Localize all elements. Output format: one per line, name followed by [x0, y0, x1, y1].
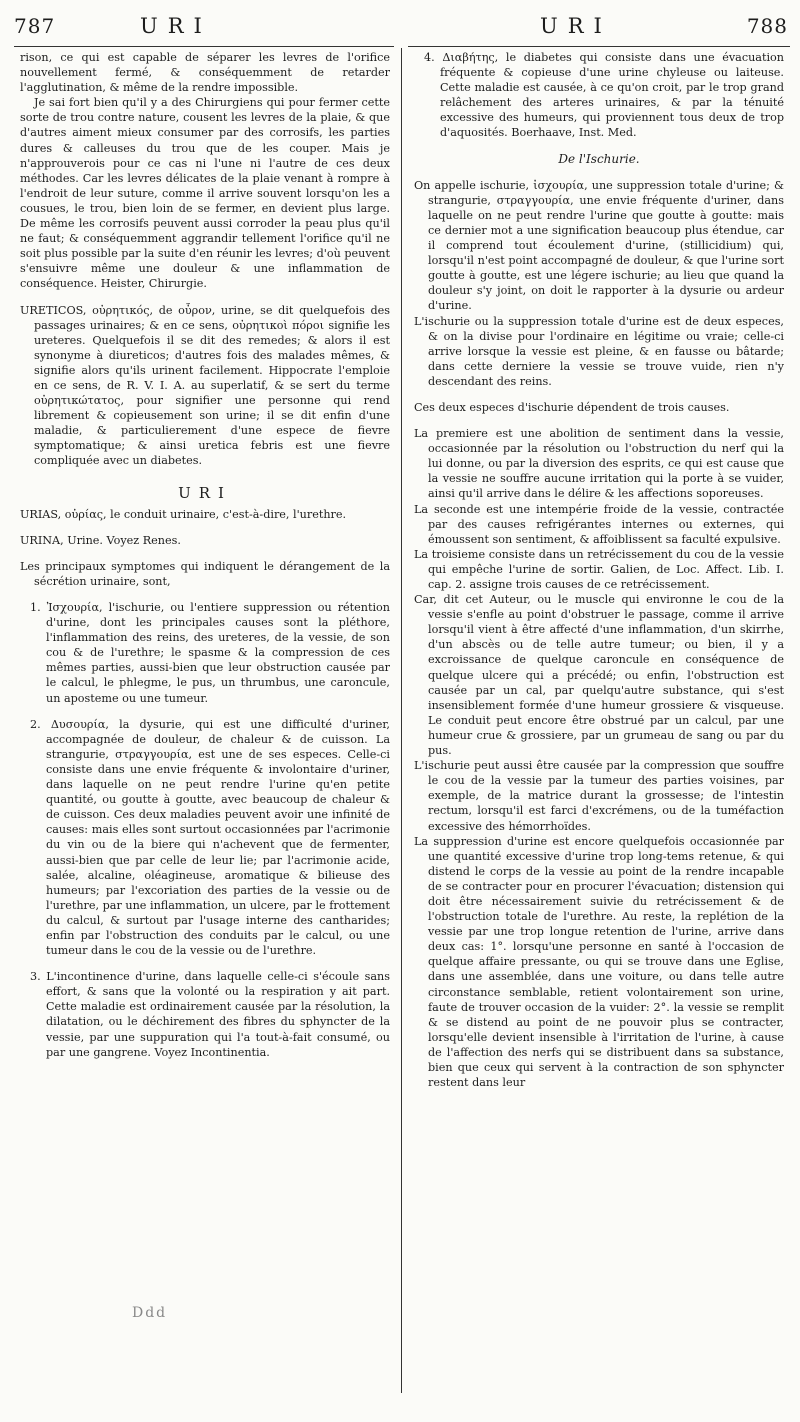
subsection-heading: De l'Ischurie. [558, 151, 640, 166]
paragraph: L'ischurie peut aussi être causée par la compression que souffre le cou de la vessie par la tumeur des parties voisines, par exemple, de la matrice durant la grossesse; de l'intestin rectum, lorsqu'il est farci d'excrémens, ou de la tuméfaction excessive des hémorrhoïdes. [414, 759, 784, 833]
left-column [20, 50, 390, 1060]
header-rule-right [408, 46, 790, 47]
dictionary-entry-urias: URIAS, οὐρίας, le conduit urinaire, c'est-à-dire, l'urethre. [20, 507, 347, 521]
running-head-right: URI [540, 14, 612, 38]
paragraph: rison, ce qui est capable de séparer les levres de l'orifice nouvellement fermé, & conséquemment de retarder l'agglutination, & même de la rendre impossible. [20, 51, 390, 95]
page-number-left: 787 [14, 14, 56, 38]
right-column [414, 50, 784, 1090]
list-item: 1. Ἰσχουρία, l'ischurie, ou l'entiere suppression ou rétention d'urine, dont les principales causes sont la pléthore, l'inflammation des reins, des ureteres, de la vessie, de son cou & de l'urethre; le spasme & la compression de ces mêmes parties, aussi-bien que leur obstruction causée par le calcul, le phlegme, le pus, un thrumbus, une caroncule, un aposteme ou une tumeur. [30, 601, 390, 705]
page-number-right: 788 [746, 14, 788, 38]
signature-mark: Ddd [132, 1305, 168, 1321]
section-heading-uri: URI [178, 483, 232, 502]
list-item: 2. Δυσουρία, la dysurie, qui est une difficulté d'uriner, accompagnée de douleur, de chaleur & de cuisson. La strangurie, στραγγουρία, est une de ses especes. Celle-ci consiste dans une envie fréquente & involontaire d'uriner, dans laquelle on ne peut rendre l'urine qu'en petite quantité, ou goutte à goutte, avec beaucoup de chaleur & de cuisson. Ces deux maladies peuvent avoir une infinité de causes: mais elles sont surtout occasionnées par l'acrimonie du vin ou de la biere qui n'achevent que de fermenter, aussi-bien que par celle de leur lie; par l'acrimonie acide, salée, alcaline, oléagineuse, aromatique & bilieuse des humeurs; par l'excoriation des parties de la vessie ou de l'urethre, par une inflammation, un ulcere, par le frottement du calcul, & surtout par l'usage interne des cantharides; enfin par l'obstruction des conduits par le calcul, ou une tumeur dans le cou de la vessie ou de l'urethre. [30, 717, 390, 958]
paragraph: On appelle ischurie, ἰσχουρία, une suppression totale d'urine; & strangurie, στραγγουρία, une envie fréquente d'uriner, dans laquelle on ne peut rendre l'urine que goutte à goutte: mais ce dernier mot a une signification beaucoup plus étendue, car il comprend tout écoulement d'urine, (stillicidium) qui, lorsqu'il n'est point accompagné de douleur, & que l'urine sort goutte à goutte, est une légere ischurie; au lieu que quand la douleur s'y joint, on doit le rapporter à la dysurie ou ardeur d'urine. [414, 178, 784, 313]
running-head-left: URI [140, 14, 212, 38]
paragraph: La premiere est une abolition de sentiment dans la vessie, occasionnée par la résolution ou l'obstruction du nerf qui la lui donne, ou par la diversion des esprits, ce qui est cause que la vessie ne souffre aucune irritation qui la porte à se vuider, ainsi qu'il arrive dans le délire & les affections soporeuses. [414, 427, 784, 501]
paragraph: La suppression d'urine est encore quelquefois occasionnée par une quantité excessive d'urine trop long-tems retenue, & qui distend le corps de la vessie au point de la rendre incapable de se contracter pour en procurer l'évacuation; distension qui doit être nécessairement suivie du retrécissement & de l'obstruction totale de l'urethre. Au reste, la replétion de la vessie par une trop longue retention de l'urine, arrive dans deux cas: 1°. lorsqu'une personne en santé à l'occasion de quelque affaire pressante, ou qui se trouve dans une Eglise, dans une assemblée, dans une voiture, ou dans telle autre circonstance semblable, retient volontairement son urine, faute de trouver occasion de la vuider: 2°. la vessie se remplit & se distend au point de ne pouvoir plus se contracter, lorsqu'elle devient insensible à l'irritation de l'urine, à cause de l'affection des nerfs qui se distribuent dans sa substance, bien que ceux qui servent à la contraction de son sphyncter restent dans leur [414, 834, 784, 1090]
column-divider [401, 48, 402, 1393]
paragraph: La seconde est une intempérie froide de la vessie, contractée par des causes refrigérantes internes ou externes, qui émoussent son sentiment, & affoiblissent sa faculté expulsive. [414, 502, 784, 546]
list-item: 3. L'incontinence d'urine, dans laquelle celle-ci s'écoule sans effort, & sans que la volonté ou la respiration y ait part. Cette maladie est ordinairement causée par la résolution, la dilatation, ou le déchirement des fibres du sphyncter de la vessie, par une suppuration qui l'a tout-à-fait consumé, ou par une gangrene. Voyez Incontinentia. [30, 970, 390, 1059]
paragraph: Ces deux especes d'ischurie dépendent de trois causes. [414, 400, 730, 414]
dictionary-entry-urina: URINA, Urine. Voyez Renes. [20, 533, 181, 547]
paragraph: Je sai fort bien qu'il y a des Chirurgiens qui pour fermer cette sorte de trou contre nature, cousent les levres de la plaie, & que d'autres aiment mieux consumer par des corrosifs, les parties dures & calleuses du trou que de les couper. Mais je n'approuverois pour ce cas ni l'une ni l'autre de ces deux méthodes. Car les levres délicates de la plaie venant à rompre à l'endroit de leur suture, comme il arrive souvent lorsqu'on les a cousues, le trou, bien loin de se fermer, en devient plus large. De même les corrosifs peuvent aussi corroder la peau plus qu'il ne faut; & conséquemment aggrandir tellement l'orifice qu'il ne soit plus possible par la suite d'en réunir les levres; d'où peuvent s'ensuivre même une douleur & une inflammation de conséquence. Heister, Chirurgie. [20, 96, 390, 291]
header-rule-left [14, 46, 394, 47]
paragraph: Les principaux symptomes qui indiquent le dérangement de la sécrétion urinaire, sont, [20, 559, 390, 588]
list-item: 4. Διαβήτης, le diabetes qui consiste dans une évacuation fréquente & copieuse d'une urine chyleuse ou laiteuse. Cette maladie est causée, à ce qu'on croit, par le trop grand relâchement des arteres urinaires, & par la ténuité excessive des humeurs, qui proviennent tous deux de trop d'aquosités. Boerhaave, Inst. Med. [424, 51, 784, 140]
dictionary-entry-ureticos: URETICOS, οὐρητικός, de οὖρον, urine, se dit quelquefois des passages urinaires; & en ce sens, οὐρητικοὶ πόροι signifie les ureteres. Quelquefois il se dit des remedes; & alors il est synonyme à diureticos; d'autres fois des malades mêmes, & signifie alors qu'ils urinent facilement. Hippocrate l'emploie en ce sens, de R. V. I. A. au superlatif, & se sert du terme οὐρητικώτατος, pour signifier une personne qui rend librement & copieusement son urine; il se dit enfin d'une maladie, & particulierement d'une espece de fievre symptomatique; & ainsi uretica febris est une fievre compliquée avec un diabetes. [20, 303, 390, 468]
paragraph: La troisieme consiste dans un retrécissement du cou de la vessie qui empêche l'urine de sortir. Galien, de Loc. Affect. Lib. I. cap. 2. assigne trois causes de ce retrécissement. [414, 547, 784, 591]
paragraph: L'ischurie ou la suppression totale d'urine est de deux especes, & on la divise pour l'ordinaire en légitime ou vraie; celle-ci arrive lorsque la vessie est pleine, & en fausse ou bâtarde; dans cette derniere la vessie se trouve vuide, rien n'y descendant des reins. [414, 314, 784, 388]
paragraph: Car, dit cet Auteur, ou le muscle qui environne le cou de la vessie s'enfle au point d'obstruer le passage, comme il arrive lorsqu'il vient à être affecté d'une inflammation, d'un skirrhe, d'un abscès ou de telle autre tumeur; ou bien, il y a excroissance de quelque caroncule en conséquence de quelque ulcere qui a précédé; ou enfin, l'obstruction est causée par un cal, par quelqu'autre substance, qui s'est insensiblement formée d'une humeur grossiere & visqueuse. Le conduit peut encore être obstrué par un calcul, par une humeur crue & grossiere, par un grumeau de sang ou par du pus. [414, 593, 784, 758]
